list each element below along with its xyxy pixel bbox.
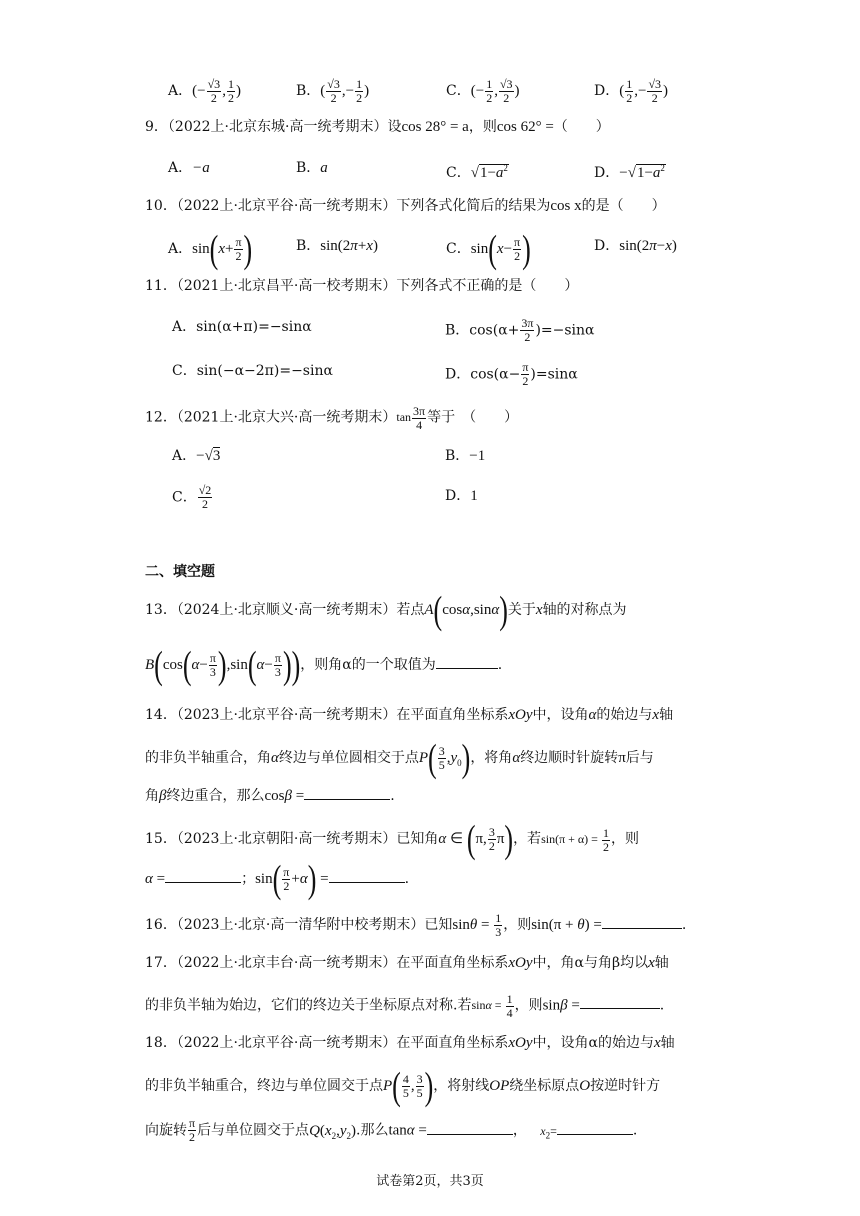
question-source: （2022上·北京平谷·高一统考期末） [176,198,397,214]
q18-line2: 的非负半轴重合，终边与单位圆交于点P( $\frac{4}{5}$ , $\frac{3}{5}$ )，将射线OP绕坐标原点O按逆时针方 [145,1064,661,1108]
answer-blank[interactable] [427,1120,513,1135]
q12-option-b: B．−1 [445,448,486,464]
answer-blank[interactable] [436,654,498,669]
question-source: （2023上·北京·高一清华附中校考期末） [176,916,425,933]
q11-option-c: C．sin(−α−2π)=−sinα [172,363,333,379]
question-number: 11． [145,278,177,294]
q8-option-a: A．(− $\frac{√3}{2}$ , $\frac{1}{2}$ ) [168,77,241,105]
answer-blank[interactable] [557,1120,633,1135]
question-source: （2022上·北京丰台·高一统考期末） [176,955,397,971]
q9-option-b: B．a [296,160,328,176]
q12-option-d: D．1 [445,488,478,504]
question-number: 17． [145,955,177,971]
q15-line2: α = ；sin( $\frac{\pi}{2}$ +α) = . [145,857,410,901]
q9-stem: 9．（2022上·北京东城·高一统考期末）设cos 28° = a，则cos 62° =（ ） [145,119,610,135]
question-number: 18． [145,1035,177,1051]
q11-option-d: D．cos(α− $\frac{\pi}{2}$ )=sinα [445,360,578,388]
question-source: （2021上·北京大兴·高一统考期末） [176,409,397,426]
question-number: 12． [145,409,177,426]
question-number: 14． [145,707,177,723]
page-footer: 试卷第2页，共3页 [376,1174,484,1189]
q8-option-c: C．(− $\frac{1}{2}$ , $\frac{√3}{2}$ ) [446,77,520,105]
q12-option-c: C． $\frac{√2}{2}$ [172,483,212,511]
q10-option-c: C．sin(x− $\frac{\pi}{2}$ ) [446,227,531,271]
q10-stem: 10．（2022上·北京平谷·高一统考期末）下列各式化简后的结果为cos x的是（ ） [145,198,666,214]
question-number: 10． [145,198,177,214]
q11-stem: 11．（2021上·北京昌平·高一校考期末）下列各式不正确的是（ ） [145,278,579,294]
q9-option-a: A．−a [168,160,210,176]
question-number: 9． [145,119,168,135]
q14-line1: 14．（2023上·北京平谷·高一统考期末）在平面直角坐标系xOy中，设角α的始边与x轴 [145,707,674,723]
q10-option-a: A．sin(x+ $\frac{\pi}{2}$ ) [168,227,253,271]
q8-option-b: B．( $\frac{√3}{2}$ ,− $\frac{1}{2}$ ) [296,77,370,105]
q9-option-c: C．$√1-a^2$ [446,163,508,181]
question-source: （2021上·北京昌平·高一校考期末） [176,278,397,294]
q12-stem: 12．（2021上·北京大兴·高一统考期末）tan $\frac{3\pi}{4}$ 等于 （ ） [145,404,519,432]
q8-option-a-label: A． [168,82,193,99]
question-number: 13． [145,602,177,618]
question-number: 15． [145,830,177,847]
question-source: （2022上·北京东城·高一统考期末） [167,119,388,135]
q12-option-a: A．−√3 [172,448,221,464]
q16-stem: 16．（2023上·北京·高一清华附中校考期末）已知sinθ = $\frac{1}{3}$ ，则sin(π + θ) = . [145,911,687,939]
q11-option-b: B．cos(α+ $\frac{3\pi}{2}$ )=−sinα [445,316,595,344]
q18-line3: 向旋转 $\frac{\pi}{2}$ 后与单位圆交于点$Q(x_2,y_2)$.那么tanα = ， $x_2=$ . [145,1116,638,1144]
q18-line1: 18．（2022上·北京平谷·高一统考期末）在平面直角坐标系xOy中，设角α的始边与x轴 [145,1035,675,1051]
answer-blank[interactable] [329,868,405,883]
answer-blank[interactable] [580,994,660,1009]
question-source: （2022上·北京平谷·高一统考期末） [176,1035,397,1051]
question-source: （2024上·北京顺义·高一统考期末） [176,602,397,618]
q13-stem: 13．（2024上·北京顺义·高一统考期末）若点A(cosα,sinα)关于x轴的对称点为 [145,588,627,632]
q15-line1: 15．（2023上·北京朝阳·高一统考期末）已知角α ∈ (π, $\frac{3}{2}$ π)，若sin(π + α) = $\frac{1}{2}$ ，则 [145,817,639,861]
answer-blank[interactable] [165,868,241,883]
q17-line1: 17．（2022上·北京丰台·高一统考期末）在平面直角坐标系xOy中，角α与角β均以x轴 [145,955,669,971]
question-number: 16． [145,916,177,933]
question-source: （2023上·北京平谷·高一统考期末） [176,707,397,723]
q14-line3: 角β终边重合，那么cosβ = . [145,785,395,806]
q11-option-a: A．sin(α+π)=−sinα [172,319,312,335]
q17-line2: 的非负半轴为始边，它们的终边关于坐标原点对称.若sinα = $\frac{1}{4}$ ，则sinβ = . [145,992,665,1020]
section-title: 二、填空题 [145,564,215,580]
q8-option-d: D．( $\frac{1}{2}$ ,− $\frac{√3}{2}$ ) [594,77,669,105]
q9-option-d: D．$-√1-a^2$ [594,163,665,181]
question-source: （2023上·北京朝阳·高一统考期末） [176,830,397,847]
q14-line2: 的非负半轴重合，角α终边与单位圆相交于点P( $\frac{3}{5}$ $,y_0$)，将角α终边顺时针旋转π后与 [145,736,654,780]
q10-option-b: B．sin(2π+x) [296,238,378,254]
answer-blank[interactable] [602,914,682,929]
q13-line2: B(cos(α− $\frac{\pi}{3}$ ),sin(α− $\frac{\pi}{3}$ ))，则角α的一个取值为 . [145,643,503,687]
answer-blank[interactable] [304,785,390,800]
q10-option-d: D．sin(2π−x) [594,238,677,254]
